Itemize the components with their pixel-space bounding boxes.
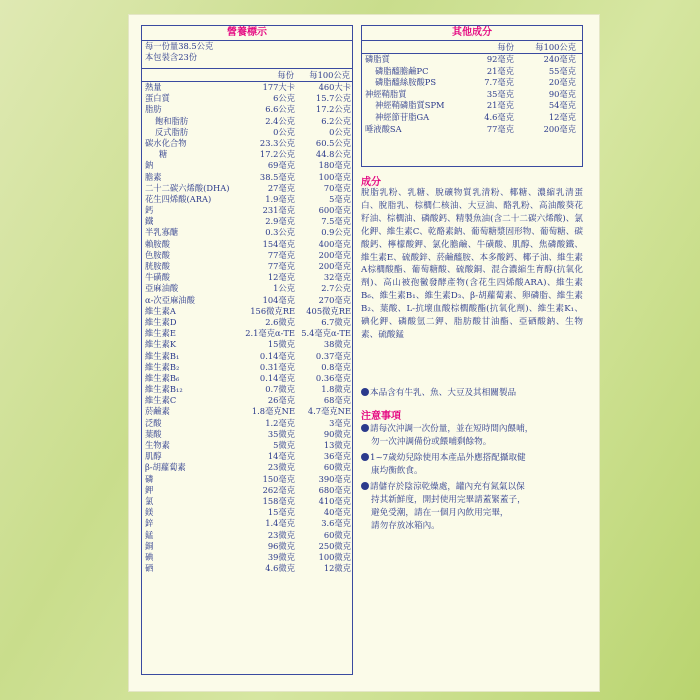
nutrition-column-header xyxy=(142,68,352,82)
nutrition-row xyxy=(142,160,352,171)
other-col-per-serving: 每份 xyxy=(497,42,514,52)
nutrient-name: α-次亞麻油酸 xyxy=(145,294,195,305)
nutrient-per-100g: 250微克 xyxy=(318,540,351,551)
nutrient-per-serving: 0.14毫克 xyxy=(259,372,295,383)
nutrient-per-100g: 0.37毫克 xyxy=(315,350,351,361)
nutrient-per-serving: 5微克 xyxy=(273,440,295,450)
nutrient-per-100g: 60微克 xyxy=(323,529,351,540)
nutrient-name: 賴胺酸 xyxy=(145,238,170,249)
nutrient-per-serving: 0.3公克 xyxy=(265,227,295,238)
label-panel xyxy=(128,14,600,692)
nutrient-name: 鋅 xyxy=(145,518,154,529)
nutrition-row xyxy=(142,451,352,462)
nutrient-per-100g: 6.7微克 xyxy=(321,316,351,327)
nutrient-name: 硒 xyxy=(145,563,154,574)
nutrition-row xyxy=(142,194,352,205)
nutrient-per-serving: 12毫克 xyxy=(267,272,295,283)
nutrition-row xyxy=(142,205,352,216)
nutrient-per-serving: 0公克 xyxy=(273,126,295,137)
nutrient-per-100g: 32毫克 xyxy=(323,272,351,283)
nutrient-per-100g: 100毫克 xyxy=(318,171,351,182)
note-line: 持其新鮮度，開封使用完畢請蓋緊蓋子， xyxy=(371,495,526,505)
component-per-serving: 7.7毫克 xyxy=(484,77,514,88)
nutrition-row xyxy=(142,530,352,541)
nutrient-per-serving: 23.3公克 xyxy=(259,137,295,148)
nutrition-row xyxy=(142,395,352,406)
nutrition-row xyxy=(142,339,352,350)
bullet-icon xyxy=(361,453,369,461)
nutrient-name: 維生素B₁₂ xyxy=(145,384,183,395)
nutrient-name: 脂肪 xyxy=(145,104,162,115)
nutrient-name: 泛酸 xyxy=(145,417,162,428)
other-row xyxy=(362,112,582,124)
nutrient-per-serving: 39微克 xyxy=(267,551,295,562)
nutrient-name: 熱量 xyxy=(145,82,162,92)
servings-per-package: 本包裝含23份 xyxy=(145,51,198,62)
nutrition-row xyxy=(142,283,352,294)
nutrient-name: 錳 xyxy=(145,529,154,540)
nutrient-per-100g: 600毫克 xyxy=(318,205,351,216)
nutrient-per-100g: 6.2公克 xyxy=(321,115,351,126)
note-line: 1~7歲幼兒除使用本產品外應搭配攝取健 xyxy=(370,453,526,463)
nutrient-per-100g: 200毫克 xyxy=(318,249,351,260)
nutrient-name: 半乳寡醣 xyxy=(145,227,179,238)
note-line: 康均衡飲食。 xyxy=(371,466,423,476)
nutrient-name: 花生四烯酸(ARA) xyxy=(145,193,212,204)
nutrient-per-100g: 38微克 xyxy=(323,339,351,350)
component-name: 神經鞘磷脂質SPM xyxy=(375,100,445,111)
nutrient-per-serving: 177大卡 xyxy=(262,82,295,92)
nutrition-row xyxy=(142,373,352,384)
nutrient-name: 胱胺酸 xyxy=(145,261,170,271)
component-per-serving: 92毫克 xyxy=(486,54,514,64)
component-per-serving: 35毫克 xyxy=(486,88,514,99)
nutrition-row xyxy=(142,138,352,149)
nutrient-per-100g: 390毫克 xyxy=(318,473,351,484)
note-item xyxy=(361,481,583,533)
nutrient-per-100g: 0.9公克 xyxy=(321,227,351,238)
nutrient-per-serving: 38.5毫克 xyxy=(259,171,295,182)
nutrition-row xyxy=(142,295,352,306)
component-name: 磷脂醯膽鹼PC xyxy=(375,65,429,76)
other-ingredients-table xyxy=(361,25,583,167)
nutrient-name: 蛋白質 xyxy=(145,93,170,104)
serving-size: 每一份量38.5公克 xyxy=(145,41,214,51)
nutrient-per-100g: 17.2公克 xyxy=(315,104,351,115)
nutrient-per-serving: 1.9毫克 xyxy=(265,193,295,204)
nutrient-per-serving: 150毫克 xyxy=(262,473,295,484)
nutrient-per-100g: 270毫克 xyxy=(318,294,351,305)
allergen-text: 本品含有牛乳、魚、大豆及其相關製品 xyxy=(370,388,517,398)
nutrient-name: 葉酸 xyxy=(145,428,162,439)
nutrient-per-100g: 5毫克 xyxy=(329,193,351,204)
other-row xyxy=(362,66,582,78)
nutrient-per-100g: 0.36毫克 xyxy=(315,372,351,383)
nutrient-name: 維生素B₁ xyxy=(145,350,180,361)
component-name: 神經鞘脂質 xyxy=(365,88,407,99)
ingredients-title: 成分 xyxy=(361,177,381,188)
nutrient-per-100g: 44.8公克 xyxy=(315,149,351,160)
nutrition-row xyxy=(142,216,352,227)
nutrient-per-100g: 60.5公克 xyxy=(315,137,351,148)
nutrient-per-serving: 2.9毫克 xyxy=(265,216,295,227)
nutrient-name: 牛磺酸 xyxy=(145,272,170,283)
nutrient-per-serving: 2.1毫克α-TE xyxy=(245,328,295,339)
nutrient-per-serving: 158毫克 xyxy=(262,495,295,506)
nutrient-per-serving: 6公克 xyxy=(273,93,295,104)
nutrient-name: 菸鹼素 xyxy=(145,406,170,417)
other-row xyxy=(362,54,582,66)
component-name: 唾液酸SA xyxy=(365,123,402,134)
bullet-icon xyxy=(361,388,369,396)
nutrient-name: 色胺酸 xyxy=(145,249,170,260)
nutrition-row xyxy=(142,518,352,529)
nutrition-row xyxy=(142,183,352,194)
nutrient-per-100g: 400毫克 xyxy=(318,238,351,249)
nutrient-per-100g: 13微克 xyxy=(323,440,351,450)
nutrient-name: 維生素E xyxy=(145,328,176,339)
nutrient-name: 磷 xyxy=(145,473,154,484)
nutrient-per-100g: 12微克 xyxy=(323,563,351,574)
nutrient-name: 鈉 xyxy=(145,160,154,171)
col-per-serving: 每份 xyxy=(277,70,294,80)
nutrient-per-serving: 77毫克 xyxy=(267,261,295,271)
component-name: 神經節苷脂GA xyxy=(375,111,430,122)
nutrient-per-100g: 200毫克 xyxy=(318,261,351,271)
nutrient-per-100g: 36毫克 xyxy=(323,451,351,462)
nutrient-per-100g: 4.7毫克NE xyxy=(307,406,351,417)
nutrient-name: 糖 xyxy=(159,149,168,160)
nutrient-per-100g: 3毫克 xyxy=(329,417,351,428)
component-per-100g: 240毫克 xyxy=(543,54,576,64)
component-per-100g: 12毫克 xyxy=(548,111,576,122)
nutrient-per-serving: 17.2公克 xyxy=(259,149,295,160)
nutrition-row xyxy=(142,116,352,127)
component-per-100g: 20毫克 xyxy=(548,77,576,88)
nutrient-per-serving: 1公克 xyxy=(273,283,295,294)
nutrition-row xyxy=(142,429,352,440)
nutrition-row xyxy=(142,104,352,115)
nutrient-per-100g: 410毫克 xyxy=(318,495,351,506)
nutrient-name: 亞麻油酸 xyxy=(145,283,179,294)
component-per-100g: 55毫克 xyxy=(548,65,576,76)
other-col-per-100g: 每100公克 xyxy=(535,42,576,52)
nutrient-name: β-胡蘿蔔素 xyxy=(145,462,186,473)
nutrition-row xyxy=(142,474,352,485)
nutrition-row xyxy=(142,227,352,238)
nutrient-name: 碳水化合物 xyxy=(145,137,187,148)
nutrient-name: 氯 xyxy=(145,495,154,506)
component-per-serving: 21毫克 xyxy=(486,65,514,76)
nutrition-row xyxy=(142,149,352,160)
bullet-icon xyxy=(361,424,369,432)
nutrition-row xyxy=(142,82,352,93)
component-per-100g: 54毫克 xyxy=(548,100,576,111)
nutrient-per-serving: 2.4公克 xyxy=(265,115,295,126)
nutrient-per-serving: 69毫克 xyxy=(267,160,295,171)
component-per-serving: 21毫克 xyxy=(486,100,514,111)
note-line: 請每次沖調一次份量，並在短時間內餵哺， xyxy=(370,424,534,434)
other-row xyxy=(362,89,582,101)
component-per-serving: 4.6毫克 xyxy=(484,111,514,122)
nutrition-row xyxy=(142,239,352,250)
nutrient-per-100g: 70毫克 xyxy=(323,182,351,193)
nutrient-name: 鐵 xyxy=(145,216,154,227)
note-line: 勿一次沖調備份或餵哺剩餘物。 xyxy=(371,437,492,447)
nutrition-row xyxy=(142,127,352,138)
nutrient-per-serving: 15毫克 xyxy=(267,507,295,518)
ingredients-text: 脫脂乳粉、乳糖、脫礦物質乳清粉、椰糖、濃縮乳清蛋白、脫脂乳、棕櫚仁核油、大豆油、酪乳粉、高油酸葵花籽油、棕櫚油、磷酸鈣、精製魚油(含二十二碳六烯酸)、氯化鉀、維生素C、乾酪素鈉、葡萄糖漿固形物、葡萄糖、碳酸鈣、檸檬酸鉀、氯化膽鹼、牛磺酸、肌醇、焦磷酸鐵、維生素E、硫酸鋅、菸鹼醯胺、本多酸鈣、椰子油、維生素A棕櫚酸酯、葡萄糖酸、硫酸銅、混合濃縮生育醇(抗氧化劑)、高山被孢黴發酵產物(含花生四烯酸ARA)、維生素B₆、維生素B₁、維生素D₃、β-胡蘿蔔素、卵磷脂、維生素B₂、葉酸、L-抗壞血酸棕櫚酸酯(抗氧化劑)、維生素K₁、碘化鉀、磷酸氫二鉀、脂肪酸甘油酯、亞硒酸鈉、生物素、硫酸錳 xyxy=(361,188,583,340)
other-row xyxy=(362,77,582,89)
nutrient-per-100g: 5.4毫克α-TE xyxy=(301,328,351,339)
note-line: 請勿存放冰箱內。 xyxy=(371,521,440,531)
nutrient-name: 銅 xyxy=(145,540,154,551)
nutrient-per-100g: 0.8毫克 xyxy=(321,361,351,372)
nutrient-name: 維生素B₂ xyxy=(145,361,180,372)
nutrient-per-serving: 154毫克 xyxy=(262,238,295,249)
notes-list xyxy=(361,423,583,536)
notes-title: 注意事項 xyxy=(361,411,401,422)
other-title: 其他成分 xyxy=(362,26,582,41)
nutrition-title: 營養標示 xyxy=(142,26,352,41)
nutrient-per-100g: 460大卡 xyxy=(318,82,351,92)
nutrient-name: 肌醇 xyxy=(145,451,162,462)
nutrient-per-serving: 15微克 xyxy=(267,339,295,350)
nutrition-row xyxy=(142,250,352,261)
nutrient-per-serving: 23微克 xyxy=(267,462,295,473)
nutrient-per-100g: 90微克 xyxy=(323,428,351,439)
nutrition-row xyxy=(142,485,352,496)
nutrient-per-100g: 680毫克 xyxy=(318,484,351,495)
nutrition-row xyxy=(142,507,352,518)
nutrient-per-100g: 0公克 xyxy=(329,126,351,137)
nutrient-per-100g: 40毫克 xyxy=(323,507,351,518)
nutrient-per-100g: 60微克 xyxy=(323,462,351,473)
nutrient-per-serving: 27毫克 xyxy=(267,182,295,193)
nutrition-facts-table xyxy=(141,25,353,675)
nutrient-name: 鈣 xyxy=(145,205,154,216)
nutrition-row xyxy=(142,406,352,417)
nutrient-per-serving: 1.2毫克 xyxy=(265,417,295,428)
nutrient-name: 膽素 xyxy=(145,171,162,182)
component-per-100g: 90毫克 xyxy=(548,88,576,99)
note-line: 避免受潮，請在一個月內飲用完畢， xyxy=(371,508,509,518)
component-name: 磷脂醯絲胺酸PS xyxy=(375,77,437,88)
nutrition-row xyxy=(142,384,352,395)
component-per-100g: 200毫克 xyxy=(543,123,576,134)
nutrition-row xyxy=(142,552,352,563)
nutrient-name: 維生素A xyxy=(145,305,176,316)
nutrient-per-100g: 405微克RE xyxy=(306,305,351,316)
nutrient-per-100g: 180毫克 xyxy=(318,160,351,171)
nutrition-row xyxy=(142,541,352,552)
nutrient-per-100g: 7.5毫克 xyxy=(321,216,351,227)
nutrient-name: 鉀 xyxy=(145,484,154,495)
other-rows xyxy=(362,54,582,135)
nutrient-name: 生物素 xyxy=(145,440,170,450)
other-row xyxy=(362,124,582,136)
nutrient-per-serving: 2.6微克 xyxy=(265,316,295,327)
nutrient-per-serving: 35微克 xyxy=(267,428,295,439)
nutrition-row xyxy=(142,93,352,104)
nutrition-row xyxy=(142,563,352,574)
bullet-icon xyxy=(361,482,369,490)
nutrition-row xyxy=(142,496,352,507)
nutrition-row xyxy=(142,418,352,429)
nutrient-per-serving: 6.6公克 xyxy=(265,104,295,115)
nutrient-name: 維生素B₆ xyxy=(145,372,180,383)
nutrient-per-100g: 2.7公克 xyxy=(321,283,351,294)
allergen-statement xyxy=(361,387,583,400)
nutrient-per-serving: 77毫克 xyxy=(267,249,295,260)
nutrient-name: 飽和脂肪 xyxy=(155,115,189,126)
col-per-100g: 每100公克 xyxy=(309,70,350,80)
note-item xyxy=(361,423,583,449)
nutrient-per-serving: 0.14毫克 xyxy=(259,350,295,361)
nutrient-per-serving: 96微克 xyxy=(267,540,295,551)
nutrient-name: 維生素D xyxy=(145,316,177,327)
nutrition-row xyxy=(142,172,352,183)
nutrient-per-serving: 231毫克 xyxy=(262,205,295,216)
nutrient-per-serving: 0.31毫克 xyxy=(259,361,295,372)
nutrient-name: 維生素C xyxy=(145,395,177,406)
nutrient-per-100g: 68毫克 xyxy=(323,395,351,406)
nutrient-name: 二十二碳六烯酸(DHA) xyxy=(145,182,230,193)
nutrient-name: 維生素K xyxy=(145,339,177,350)
component-name: 磷脂質 xyxy=(365,54,390,64)
nutrition-rows xyxy=(142,82,352,574)
nutrient-per-serving: 23微克 xyxy=(267,529,295,540)
nutrient-per-serving: 14毫克 xyxy=(267,451,295,462)
nutrient-per-100g: 100微克 xyxy=(318,551,351,562)
nutrient-name: 碘 xyxy=(145,551,154,562)
other-column-header xyxy=(362,41,582,54)
nutrition-row xyxy=(142,261,352,272)
nutrient-per-serving: 1.8毫克NE xyxy=(251,406,295,417)
nutrient-per-serving: 156微克RE xyxy=(250,305,295,316)
nutrition-row xyxy=(142,440,352,451)
nutrient-per-100g: 3.6毫克 xyxy=(321,518,351,529)
nutrient-per-serving: 1.4毫克 xyxy=(265,518,295,529)
nutrition-row xyxy=(142,362,352,373)
nutrient-per-serving: 104毫克 xyxy=(262,294,295,305)
nutrition-row xyxy=(142,351,352,362)
nutrient-per-100g: 1.8微克 xyxy=(321,384,351,395)
nutrient-per-serving: 4.6微克 xyxy=(265,563,295,574)
nutrient-name: 反式脂肪 xyxy=(155,126,189,137)
nutrition-row xyxy=(142,328,352,339)
component-per-serving: 77毫克 xyxy=(486,123,514,134)
nutrient-per-serving: 0.7微克 xyxy=(265,384,295,395)
other-row xyxy=(362,100,582,112)
nutrition-row xyxy=(142,272,352,283)
nutrient-per-serving: 26毫克 xyxy=(267,395,295,406)
nutrient-name: 鎂 xyxy=(145,507,154,518)
nutrition-row xyxy=(142,306,352,317)
nutrition-row xyxy=(142,317,352,328)
note-item xyxy=(361,452,583,478)
nutrient-per-serving: 262毫克 xyxy=(262,484,295,495)
note-line: 請儲存於陰涼乾燥處，罐內充有氮氣以保 xyxy=(370,482,525,492)
nutrition-row xyxy=(142,462,352,473)
nutrient-per-100g: 15.7公克 xyxy=(315,93,351,104)
